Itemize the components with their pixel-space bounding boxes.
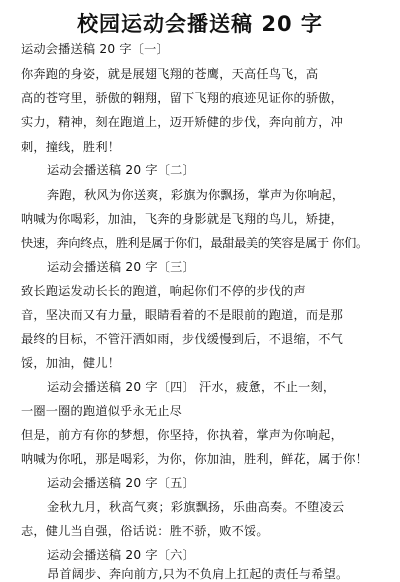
paragraph-line: 音，坚决而又有力量，眼睛看着的不是眼前的跑道，而是那 — [21, 308, 344, 322]
section-heading: 运动会播送稿 20 字〔五〕 — [47, 476, 195, 490]
section-heading: 运动会播送稿 20 字〔三〕 — [47, 260, 195, 274]
section-heading: 运动会播送稿 20 字〔二〕 — [47, 163, 195, 177]
paragraph-line: 刺，撞线，胜利！ — [21, 140, 121, 154]
paragraph-line: 昂首阔步、奔向前方,只为不负肩上扛起的责任与希望。 — [47, 567, 349, 581]
paragraph-line: 金秋九月，秋高气爽；彩旗飘扬，乐曲高奏。不堕凌云 — [47, 500, 345, 514]
paragraph-line: 馁，加油，健儿！ — [21, 356, 121, 370]
paragraph-line: 志，健儿当自强，俗话说：胜不骄，败不馁。 — [21, 524, 269, 538]
paragraph-line: 呐喊为你喝彩，加油，飞奔的身影就是飞翔的鸟儿，矫捷， — [21, 212, 344, 226]
document-title: 校园运动会播送稿 20 字 — [77, 12, 323, 36]
section-heading: 运动会播送稿 20 字〔六〕 — [47, 548, 195, 562]
section-heading: 运动会播送稿 20 字〔一〕 — [21, 42, 169, 56]
paragraph-line: 呐喊为你吼，那是喝彩，为你，你加油，胜利，鲜花，属于你！ — [21, 452, 368, 466]
paragraph-line: 但是，前方有你的梦想，你坚持，你执着，掌声为你响起， — [21, 428, 344, 442]
paragraph-line: 快速，奔向终点，胜利是属于你们，最甜最美的笑容是属于 你们。 — [21, 236, 368, 250]
paragraph-line: 实力，精神，刻在跑道上，迈开矫健的步伐，奔向前方，冲 — [21, 115, 344, 129]
paragraph-line: 高的苍穹里，骄傲的翱翔，留下飞翔的痕迹见证你的骄傲， — [21, 91, 344, 105]
section-heading: 运动会播送稿 20 字〔四〕 汗水，疲惫，不止一刻， — [47, 380, 336, 394]
paragraph-line: 一圈一圈的跑道似乎永无止尽 — [21, 404, 183, 418]
paragraph-line: 最终的目标，不管汗洒如雨，步伐缓慢到后，不退缩，不气 — [21, 332, 344, 346]
paragraph-line: 致长跑运发动长长的跑道，响起你们不停的步伐的声 — [21, 284, 306, 298]
paragraph-line: 你奔跑的身姿，就是展翅飞翔的苍鹰，天高任鸟飞，高 — [21, 67, 319, 81]
paragraph-line: 奔跑，秋风为你送爽，彩旗为你飘扬，掌声为你响起， — [47, 188, 345, 202]
